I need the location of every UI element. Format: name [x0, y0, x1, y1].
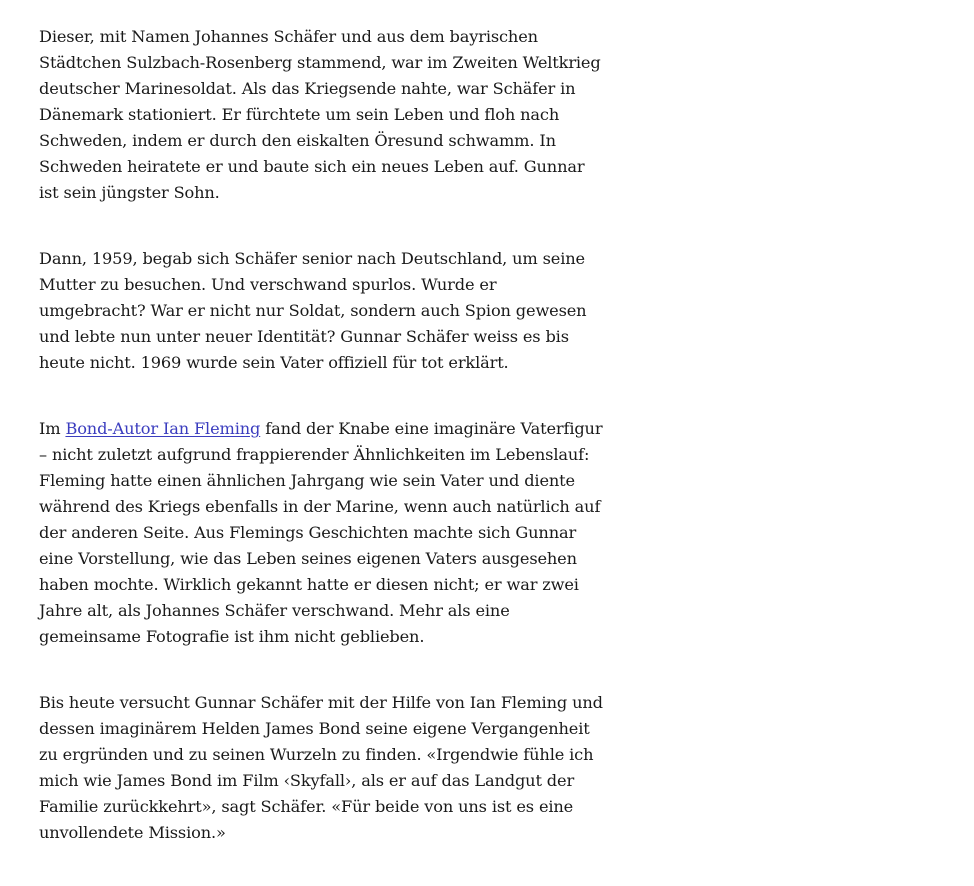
- article-paragraph-1: Dieser, mit Namen Johannes Schäfer und aus dem bayrischen Städtchen Sulzbach-Rosenberg stammend, war im Zweiten Weltkrieg deutscher Marinesoldat. Als das Kriegsende nahte, war Schäfer in Dänemark stationiert. Er fürchtete um sein Leben und floh nach Schweden, indem er durch den eiskalten Öresund schwamm. In Schweden heiratete er und baute sich ein neues Leben auf. Gunnar ist sein jüngster Sohn.: [39, 27, 601, 202]
- article-paragraph-4: Bis heute versucht Gunnar Schäfer mit der Hilfe von Ian Fleming und dessen imaginärem Helden James Bond seine eigene Vergangenheit zu ergründen und zu seinen Wurzeln zu finden. «Irgendwie fühle ich mich wie James Bond im Film ‹Skyfall›, als er auf das Landgut der Familie zurückkehrt», sagt Schäfer. «Für beide von uns ist es eine unvollendete Mission.»: [39, 693, 603, 842]
- article-paragraph-3: [39, 416, 604, 650]
- article-paragraph-2: Dann, 1959, begab sich Schäfer senior nach Deutschland, um seine Mutter zu besuchen. Und verschwand spurlos. Wurde er umgebracht? War er nicht nur Soldat, sondern auch Spion gewesen und lebte nun unter neuer Identität? Gunnar Schäfer weiss es bis heute nicht. 1969 wurde sein Vater offiziell für tot erklärt.: [39, 249, 587, 372]
- paragraph-text-before-link: Im: [39, 419, 66, 438]
- article-body: [39, 24, 604, 886]
- ian-fleming-link[interactable]: Bond-Autor Ian Fleming: [65, 419, 261, 438]
- paragraph-text-after-link: fand der Knabe eine imaginäre Vaterfigur – nicht zuletzt aufgrund frappierender Ähnlichkeiten im Lebenslauf: Fleming hatte einen ähnlichen Jahrgang wie sein Vater und diente während des Kriegs ebenfalls in der Marine, wenn auch natürlich auf der anderen Seite. Aus Flemings Geschichten machte sich Gunnar eine Vorstellung, wie das Leben seines eigenen Vaters ausgesehen haben mochte. Wirklich gekannt hatte er diesen nicht; er war zwei Jahre alt, als Johannes Schäfer verschwand. Mehr als eine gemeinsame Fotografie ist ihm nicht geblieben.: [39, 419, 603, 646]
